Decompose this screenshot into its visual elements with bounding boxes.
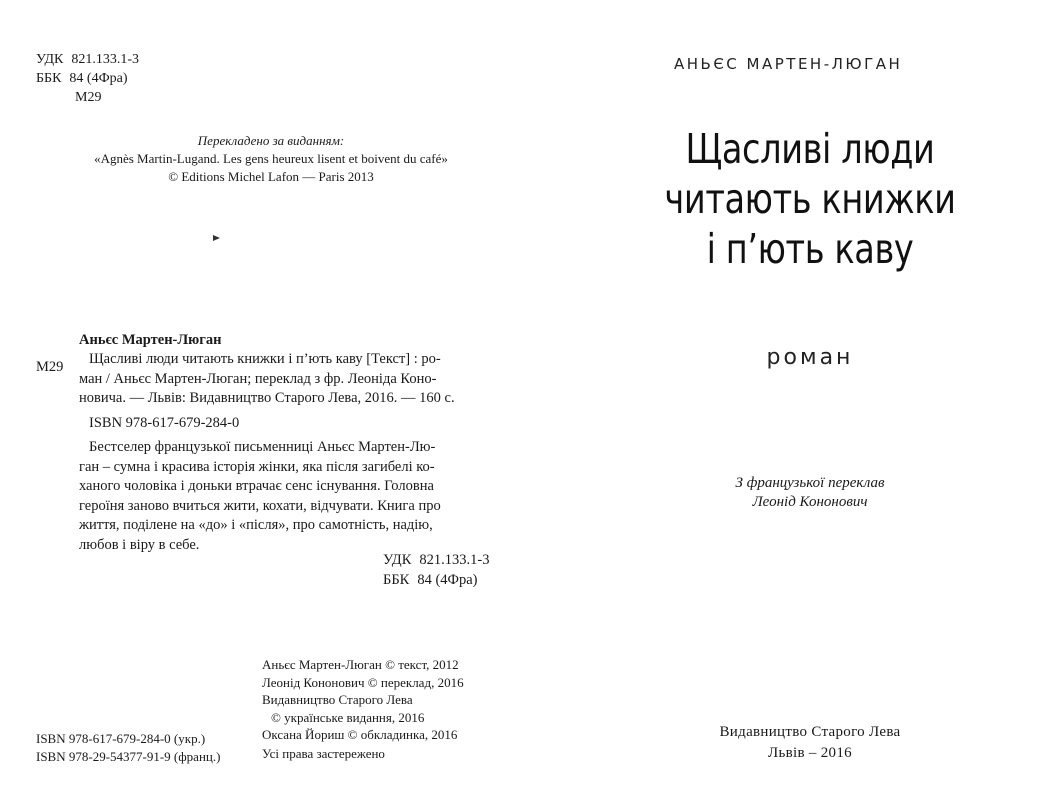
author-mark: М29 xyxy=(75,90,102,105)
title-line: і п’ють каву xyxy=(706,225,914,273)
isbn-block xyxy=(36,730,220,765)
catalog-classification xyxy=(383,551,489,590)
catalog-desc-line: ман / Аньєс Мартен-Люган; переклад з фр. Леоніда Коно- xyxy=(79,370,437,387)
book-title xyxy=(620,124,1000,274)
catalog-author: Аньєс Мартен-Люган xyxy=(79,332,222,348)
publisher-city-year: Львів – 2016 xyxy=(768,745,852,761)
title-line: читають книжки xyxy=(664,175,956,223)
copyright-line: Леонід Кононович © переклад, 2016 xyxy=(262,674,464,690)
bbk-line xyxy=(36,69,139,88)
catalog-desc-line: Щасливі люди читають книжки і п’ють каву [Текст] : ро- xyxy=(89,351,441,367)
bbk-label: ББК xyxy=(36,71,62,86)
original-edition-note: Перекладено за виданням: xyxy=(197,133,345,148)
print-mark-icon xyxy=(212,234,222,245)
catalog-bbk-label: ББК xyxy=(383,571,410,588)
original-edition-title: «Agnès Martin-Lugand. Les gens heureux lisent et boivent du café» xyxy=(94,151,448,166)
isbn-fr: ISBN 978-29-54377-91-9 (франц.) xyxy=(36,748,221,764)
original-edition-block xyxy=(86,132,456,186)
copyright-line: Видавництво Старого Лева xyxy=(262,692,413,707)
original-edition-copyright: © Editions Michel Lafon — Paris 2013 xyxy=(168,169,374,184)
annotation-line: любов і віру в себе. xyxy=(79,536,200,553)
annotation-line: героїня заново вчиться жити, кохати, відчувати. Книга про xyxy=(79,497,441,514)
translator-note: З французької переклав xyxy=(735,475,885,491)
classification-block xyxy=(36,50,139,107)
rights-reserved: Усі права застережено xyxy=(262,746,385,761)
catalog-desc-line: новича. — Львів: Видавництво Старого Лева, 2016. — 160 с. xyxy=(79,390,455,407)
copyright-line: © українське видання, 2016 xyxy=(271,709,425,725)
catalog-bbk-line xyxy=(383,571,489,591)
copyright-block xyxy=(262,656,464,744)
catalog-bbk-value: 84 (4Фра) xyxy=(417,571,478,588)
catalog-udk-value: 821.133.1-3 xyxy=(419,552,490,568)
publisher-block xyxy=(690,722,930,764)
annotation-line: життя, поділене на «до» і «після», про самотність, надію, xyxy=(79,517,433,534)
bbk-value: 84 (4Фра) xyxy=(69,71,128,86)
catalog-code: М29 xyxy=(36,359,64,375)
copyright-line: Оксана Йориш © обкладинка, 2016 xyxy=(262,727,458,742)
title-line: Щасливі люди xyxy=(685,125,935,173)
isbn-ukr: ISBN 978-617-679-284-0 (укр.) xyxy=(36,731,206,746)
translator-name: Леонід Кононович xyxy=(752,494,868,510)
udk-label: УДК xyxy=(36,52,64,67)
catalog-udk-line xyxy=(383,551,489,571)
udk-value: 821.133.1-3 xyxy=(71,52,140,67)
catalog-annotation xyxy=(79,438,474,556)
title-page-author: АНЬЄС МАРТЕН-ЛЮГАН xyxy=(674,55,903,73)
copyright-line: Аньєс Мартен-Люган © текст, 2012 xyxy=(262,657,459,672)
udk-line xyxy=(36,50,139,69)
catalog-isbn: ISBN 978-617-679-284-0 xyxy=(89,415,240,431)
annotation-line: ган – сумна і красива історія жінки, яка після загибелі ко- xyxy=(79,458,435,475)
annotation-line: ханого чоловіка і доньки втрачає сенс існування. Головна xyxy=(79,478,434,495)
catalog-description xyxy=(79,350,474,409)
annotation-line: Бестселер французької письменниці Аньєс Мартен-Лю- xyxy=(89,439,436,455)
catalog-udk-label: УДК xyxy=(383,552,412,568)
genre-label: роман xyxy=(766,345,854,370)
translator-block xyxy=(690,474,930,512)
publisher-name: Видавництво Старого Лева xyxy=(719,724,901,740)
